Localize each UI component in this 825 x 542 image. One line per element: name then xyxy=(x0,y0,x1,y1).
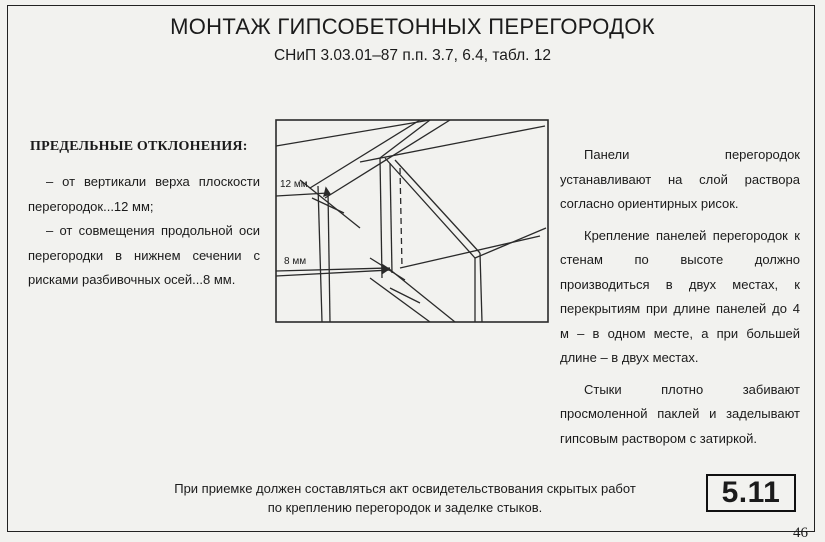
partition-drawing xyxy=(270,118,552,326)
page-subtitle: СНиП 3.03.01–87 п.п. 3.7, 6.4, табл. 12 xyxy=(273,47,552,64)
panel-edge xyxy=(385,158,475,258)
label-top: 12 мм xyxy=(280,179,308,190)
leader-line xyxy=(300,180,360,228)
instruction-paragraph: Панели перегородок устанавливают на слой раствора согласно ориентирных рисок. xyxy=(560,147,800,211)
ceiling-line xyxy=(276,120,430,146)
floor-line xyxy=(400,236,540,268)
wall-edge xyxy=(318,186,322,322)
partition-edge xyxy=(380,158,382,278)
limit-item-vertical: – от вертикали верха плоскости перегородок...12 мм; xyxy=(28,174,260,214)
page-title: МОНТАЖ ГИПСОБЕТОННЫХ ПЕРЕГОРОДОК xyxy=(170,14,655,39)
floor-line xyxy=(370,278,430,322)
partition-edge xyxy=(390,163,392,273)
partition-edge xyxy=(400,168,402,268)
dimension-arrow xyxy=(324,188,330,196)
limit-item-axis: – от совмещения продольной оси перегородки в нижнем сечении с рисками разбивочных осей...8 мм. xyxy=(28,223,260,287)
panel-edge xyxy=(480,253,482,322)
instructions xyxy=(560,143,800,458)
label-bottom: 8 мм xyxy=(284,256,307,267)
instruction-paragraph: Крепление панелей перегородок к стенам по высоте должно производиться в двух местах, к перекрытиям при длине панелей до 4 м – в одном месте, а при большей длине – в двух местах. xyxy=(560,227,800,365)
section-number: 5.11 xyxy=(706,474,796,512)
dimension-arrow xyxy=(383,265,389,273)
acceptance-note: При приемке должен составляться акт освидетельствования скрытых работ по креплению перегородок и заделке стыков. xyxy=(174,481,636,515)
ceiling-line xyxy=(360,126,545,162)
drawing-border xyxy=(276,120,548,322)
page-number: 46 xyxy=(793,525,808,541)
ceiling-line xyxy=(325,120,450,198)
limits-list xyxy=(28,170,260,293)
instruction-paragraph: Стыки плотно забивают просмоленной паклей и заделывают гипсовым раствором с затиркой. xyxy=(560,381,800,446)
ceiling-line xyxy=(380,120,430,158)
limits-heading: ПРЕДЕЛЬНЫЕ ОТКЛОНЕНИЯ: xyxy=(30,139,248,154)
wall-edge xyxy=(328,192,330,322)
panel-edge xyxy=(395,160,480,253)
